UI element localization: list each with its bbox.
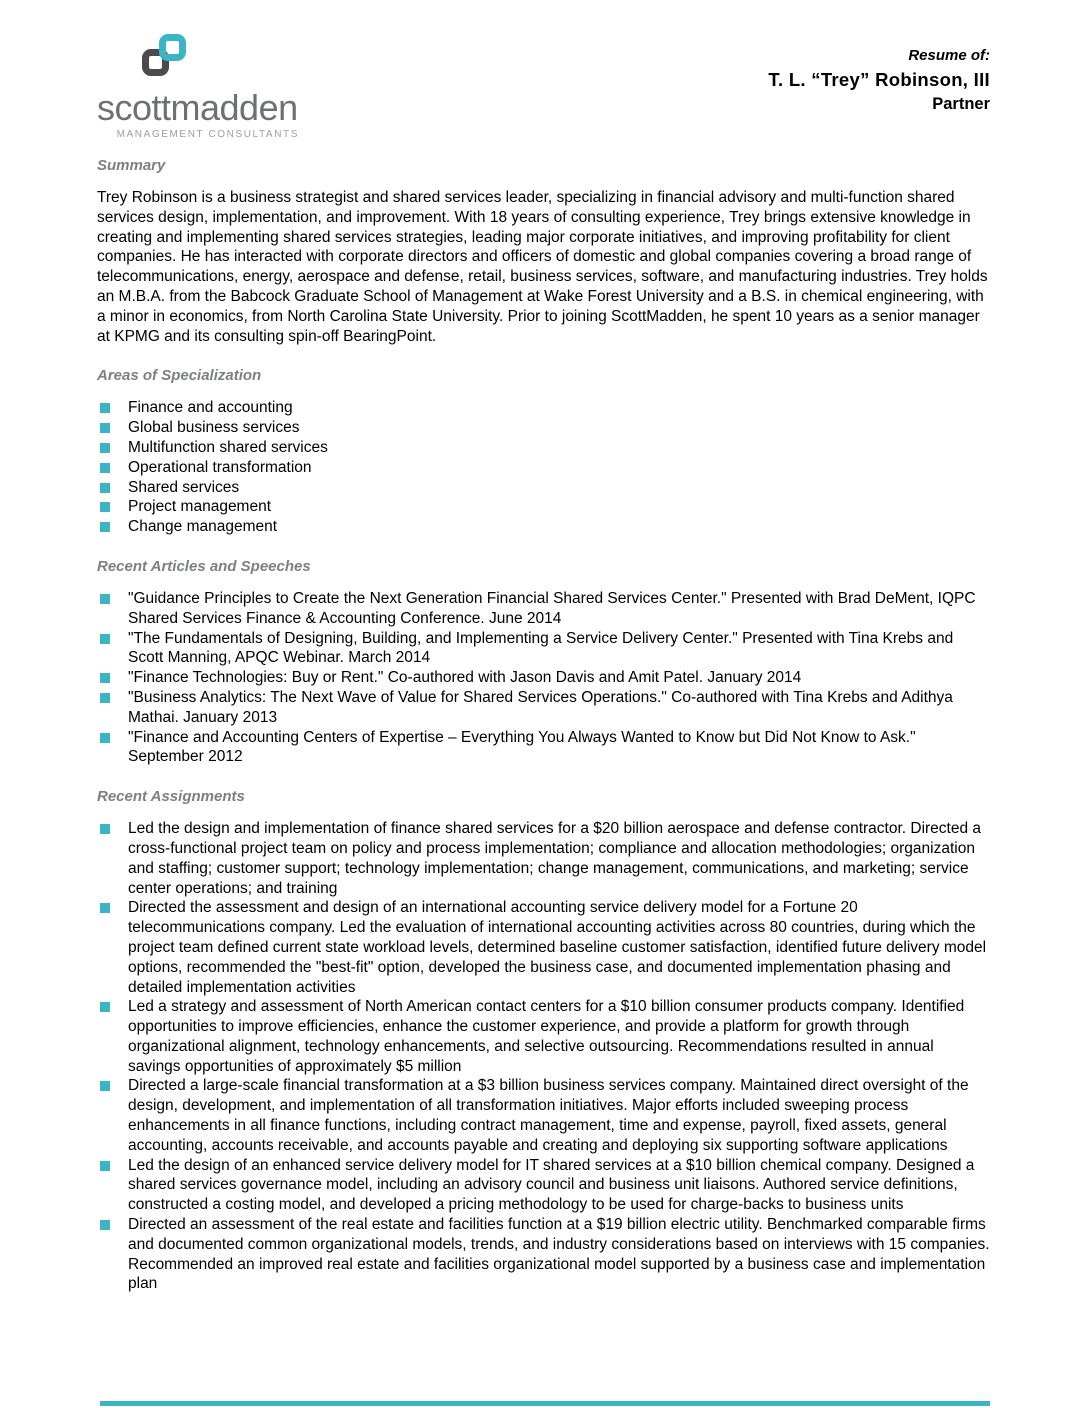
bullet-square-icon xyxy=(100,693,110,703)
bullet-square-icon xyxy=(100,443,110,453)
person-name: T. L. “Trey” Robinson, III xyxy=(768,69,990,90)
list-item-text: Led a strategy and assessment of North American contact centers for a $10 billion consumer products company. Identified opportunities to improve efficiencies, enhance the customer experience, and provide a platform for growth through organizational alignment, technology enhancements, and selective outsourcing. Recommendations resulted in annual savings opportunities of approximately $5 million xyxy=(128,998,965,1075)
list-item-text: Multifunction shared services xyxy=(128,438,328,456)
list-item-text: "Guidance Principles to Create the Next Generation Financial Shared Services Center." Presented with Brad DeMent, IQPC Shared Services Finance & Accounting Conference. June 2014 xyxy=(128,589,976,627)
list-item-text: Project management xyxy=(128,498,272,516)
bullet-square-icon xyxy=(100,594,110,604)
list-item-text: "Finance and Accounting Centers of Expertise – Everything You Always Wanted to Know but Did Not Know to Ask." September 2012 xyxy=(128,728,916,766)
logo-squares-icon xyxy=(97,36,397,88)
areas-list xyxy=(97,398,990,537)
list-item xyxy=(97,629,990,669)
list-item xyxy=(97,1156,990,1215)
section-areas-of-specialization xyxy=(97,367,990,537)
list-item xyxy=(97,668,990,688)
section-heading-articles: Recent Articles and Speeches xyxy=(97,557,311,575)
list-item-text: Directed an assessment of the real estate and facilities function at a $19 billion electric utility. Benchmarked comparable firms and documented common organizational models, trends, and industry considerations based on interviews with 15 companies. Recommended an improved real estate and facilities organizational model supported by a business case and implementation plan xyxy=(128,1216,990,1293)
section-summary xyxy=(97,157,990,346)
page-content xyxy=(97,36,990,1294)
bullet-square-icon xyxy=(100,824,110,834)
list-item-text: Led the design and implementation of finance shared services for a $20 billion aerospace and defense contractor. Directed a cross-functional project team on policy and process implementation; compliance and allocation methodologies; organization and staffing; customer support; technology implementation; change management, communications, and marketing; service center operations; and training xyxy=(128,820,982,897)
list-item xyxy=(97,688,990,728)
list-item xyxy=(97,438,990,458)
assignments-list xyxy=(97,819,990,1294)
list-item-text: "Finance Technologies: Buy or Rent." Co-authored with Jason Davis and Amit Patel. January 2014 xyxy=(128,669,802,687)
bullet-square-icon xyxy=(100,903,110,913)
bullet-square-icon xyxy=(100,1002,110,1012)
list-item-text: Directed the assessment and design of an international accounting service delivery model for a Fortune 20 telecommunications company. Led the evaluation of international accounting activities across 80 countries, during which the project team defined current state workload levels, determined baseline customer satisfaction, identified future delivery model options, recommended the "best-fit" option, developed the business case, and documented implementation phasing and detailed implementation activities xyxy=(128,899,987,996)
resume-body xyxy=(97,157,990,1294)
bullet-square-icon xyxy=(100,403,110,413)
list-item-text: "Business Analytics: The Next Wave of Value for Shared Services Operations." Co-authored with Tina Krebs and Adithya Mathai. January 2013 xyxy=(128,688,953,726)
list-item xyxy=(97,997,990,1076)
section-heading-summary: Summary xyxy=(97,157,166,174)
list-item xyxy=(97,398,990,418)
bullet-square-icon xyxy=(100,463,110,473)
list-item xyxy=(97,478,990,498)
list-item-text: Change management xyxy=(128,518,278,536)
bullet-square-icon xyxy=(100,423,110,433)
bullet-square-icon xyxy=(100,502,110,512)
articles-list xyxy=(97,589,990,767)
list-item-text: Led the design of an enhanced service delivery model for IT shared services at a $10 billion chemical company. Designed a shared services governance model, including an advisory council and business unit liaisons. Authored service definitions, constructed a costing model, and developed a pricing methodology to be used for charge-backs to business units xyxy=(128,1156,975,1214)
list-item-text: Shared services xyxy=(128,478,240,496)
section-heading-assignments: Recent Assignments xyxy=(97,788,245,806)
list-item-text: "The Fundamentals of Designing, Building, and Implementing a Service Delivery Center." Presented with Tina Krebs and Scott Manning, APQC Webinar. March 2014 xyxy=(128,629,954,667)
list-item xyxy=(97,898,990,997)
page-header xyxy=(97,36,990,140)
bullet-square-icon xyxy=(100,634,110,644)
list-item xyxy=(97,517,990,537)
logo-tagline: MANAGEMENT CONSULTANTS xyxy=(116,129,299,140)
bullet-square-icon xyxy=(100,522,110,532)
list-item xyxy=(97,418,990,438)
list-item xyxy=(97,728,990,768)
logo-wordmark: scottmadden xyxy=(97,87,298,128)
bullet-square-icon xyxy=(100,1161,110,1171)
logo-teal-square-icon xyxy=(159,34,186,61)
bullet-square-icon xyxy=(100,1081,110,1091)
list-item xyxy=(97,1215,990,1294)
list-item xyxy=(97,458,990,478)
bullet-square-icon xyxy=(100,673,110,683)
bullet-square-icon xyxy=(100,733,110,743)
list-item-text: Directed a large-scale financial transformation at a $3 billion business services company. Maintained direct oversight of the design, development, and implementation of all transformation initiatives. Major efforts included sweeping process enhancements in all finance functions, including contract management, time and expense, payroll, fixed assets, general accounting, accounts receivable, and accounts payable and creating and deploying six supporting software applications xyxy=(128,1077,969,1154)
resume-identity-block xyxy=(768,45,990,116)
section-recent-assignments xyxy=(97,788,990,1294)
list-item xyxy=(97,589,990,629)
section-heading-areas: Areas of Specialization xyxy=(97,367,262,385)
list-item xyxy=(97,497,990,517)
list-item xyxy=(97,1076,990,1155)
bullet-square-icon xyxy=(100,1220,110,1230)
section-recent-articles xyxy=(97,558,990,767)
list-item-text: Global business services xyxy=(128,419,300,437)
bullet-square-icon xyxy=(100,483,110,493)
list-item-text: Finance and accounting xyxy=(128,399,293,417)
scottmadden-logo xyxy=(97,36,397,140)
list-item xyxy=(97,819,990,898)
summary-paragraph: Trey Robinson is a business strategist and shared services leader, specializing in financial advisory and multi-function shared services design, implementation, and improvement. With 18 years of consulting experience, Trey brings extensive knowledge in creating and implementing shared services strategies, leading major corporate initiatives, and improving profitability for client companies. He has interacted with corporate directors and officers of domestic and global companies covering a broad range of telecommunications, energy, aerospace and defense, retail, business services, software, and manufacturing industries. Trey holds an M.B.A. from the Babcock Graduate School of Management at Wake Forest University and a B.S. in chemical engineering, with a minor in economics, from North Carolina State University. Prior to joining ScottMadden, he spent 10 years as a senior manager at KPMG and its consulting spin-off BearingPoint. xyxy=(97,189,988,345)
footer-accent-rule xyxy=(100,1401,990,1406)
list-item-text: Operational transformation xyxy=(128,458,312,476)
person-title: Partner xyxy=(932,95,990,113)
resume-of-label: Resume of: xyxy=(908,47,990,64)
